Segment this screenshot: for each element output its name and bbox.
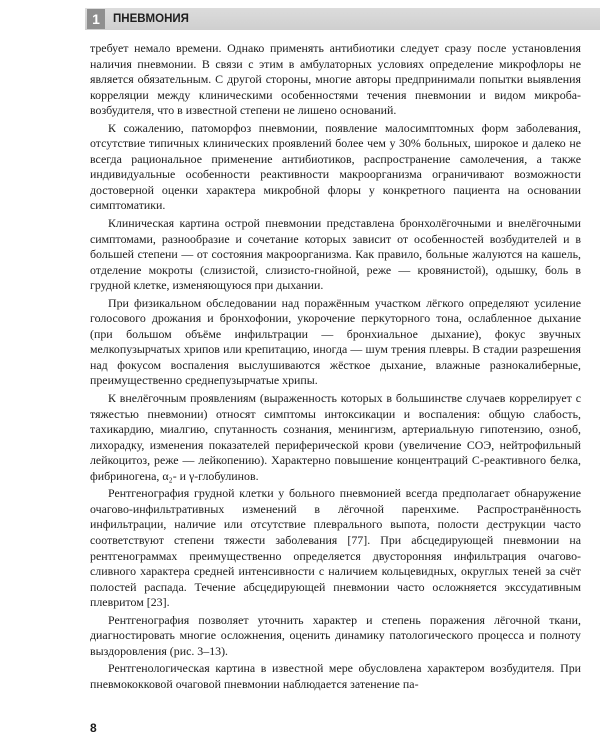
- page-number: 8: [90, 721, 97, 735]
- paragraph-4: При физикальном обследовании над поражённым участком лёгкого определяют усиление голосового дрожания и бронхофонии, укорочение перкуторного тона, ослабленное дыхание (при большом объёме инфильтрации — бронхиальное дыхание), фокус звучных мелкопузырчатых хрипов или крепитацию, иногда — шум трения плевры. В стадии разрешения над фокусом воспаления выслушиваются жёсткое дыхание, влажные разнокалиберные, преимущественно среднепузырчатые хрипы.: [90, 295, 581, 388]
- paragraph-5: К внелёгочным проявлениям (выраженность которых в большинстве случаев коррелирует с тяжестью пневмонии) относят симптомы интоксикации и воспаления: общую слабость, тахикардию, миалгию, спутанность сознания, менингизм, артериальную гипотензию, озноб, лихорадку, изменения показателей периферической крови (увеличение СОЭ, нейтрофильный лейкоцитоз, реже — лейкопению). Характерно повышение концентраций С-реактивного белка, фибриногена, α₂- и γ-глобулинов.: [90, 391, 581, 483]
- chapter-number-badge: 1: [87, 9, 105, 29]
- paragraph-6: Рентгенография грудной клетки у больного пневмонией всегда предполагает обнаружение очагово-инфильтративных изменений в лёгочной паренхиме. Распространённость инфильтрации, наличие или отсутствие плеврального выпота, полости деструкции часто соответствуют степени тяжести заболевания [77]. При абсцедирующей пневмонии на рентгенограммах преимущественно определяется двусторонняя инфильтрация очагово-сливного характера средней интенсивности с наличием кольцевидных, округлых теней за счёт полостей распада. Течение абсцедирующей пневмонии часто осложняется экссудативным плевритом [23].: [90, 486, 581, 610]
- body-text: [90, 41, 581, 694]
- paragraph-2: К сожалению, патоморфоз пневмонии, появление малосимптомных форм заболевания, отсутствие типичных клинических проявлений более чем у 30% больных, широкое и далеко не всегда рациональное применение антибиотиков, распространение самолечения, а также индивидуальные особенности реактивности макроорганизма ограничивают возможности достоверной оценки характера микробной флоры у конкретного пациента на основании симптоматики.: [90, 120, 581, 213]
- paragraph-1: требует немало времени. Однако применять антибиотики следует сразу после установления наличия пневмонии. В связи с этим в амбулаторных условиях определение микрофлоры не является обязательным. С другой стороны, многие авторы предпринимали попытки выявления корреляции между клиническими особенностями течения пневмонии и видом микроба-возбудителя, что в известной степени не лишено оснований.: [90, 41, 581, 118]
- chapter-title: ПНЕВМОНИЯ: [113, 13, 189, 25]
- paragraph-3: Клиническая картина острой пневмонии представлена бронхолёгочными и внелёгочными симптомами, разнообразие и сочетание которых зависит от особенностей возбудителей и в большей степени — от состояния макроорганизма. Как правило, больные жалуются на кашель, отделение мокроты (слизистой, слизисто-гнойной, реже — кровянистой), одышку, боль в грудной клетке, изменяющуюся при дыхании.: [90, 216, 581, 293]
- paragraph-8: Рентгенологическая картина в известной мере обусловлена характером возбудителя. При пневмококковой очаговой пневмонии наблюдается затенение па-: [90, 661, 581, 691]
- paragraph-7: Рентгенография позволяет уточнить характер и степень поражения лёгочной ткани, диагностировать многие осложнения, оценить динамику патологического процесса и полноту выздоровления (рис. 3–13).: [90, 612, 581, 658]
